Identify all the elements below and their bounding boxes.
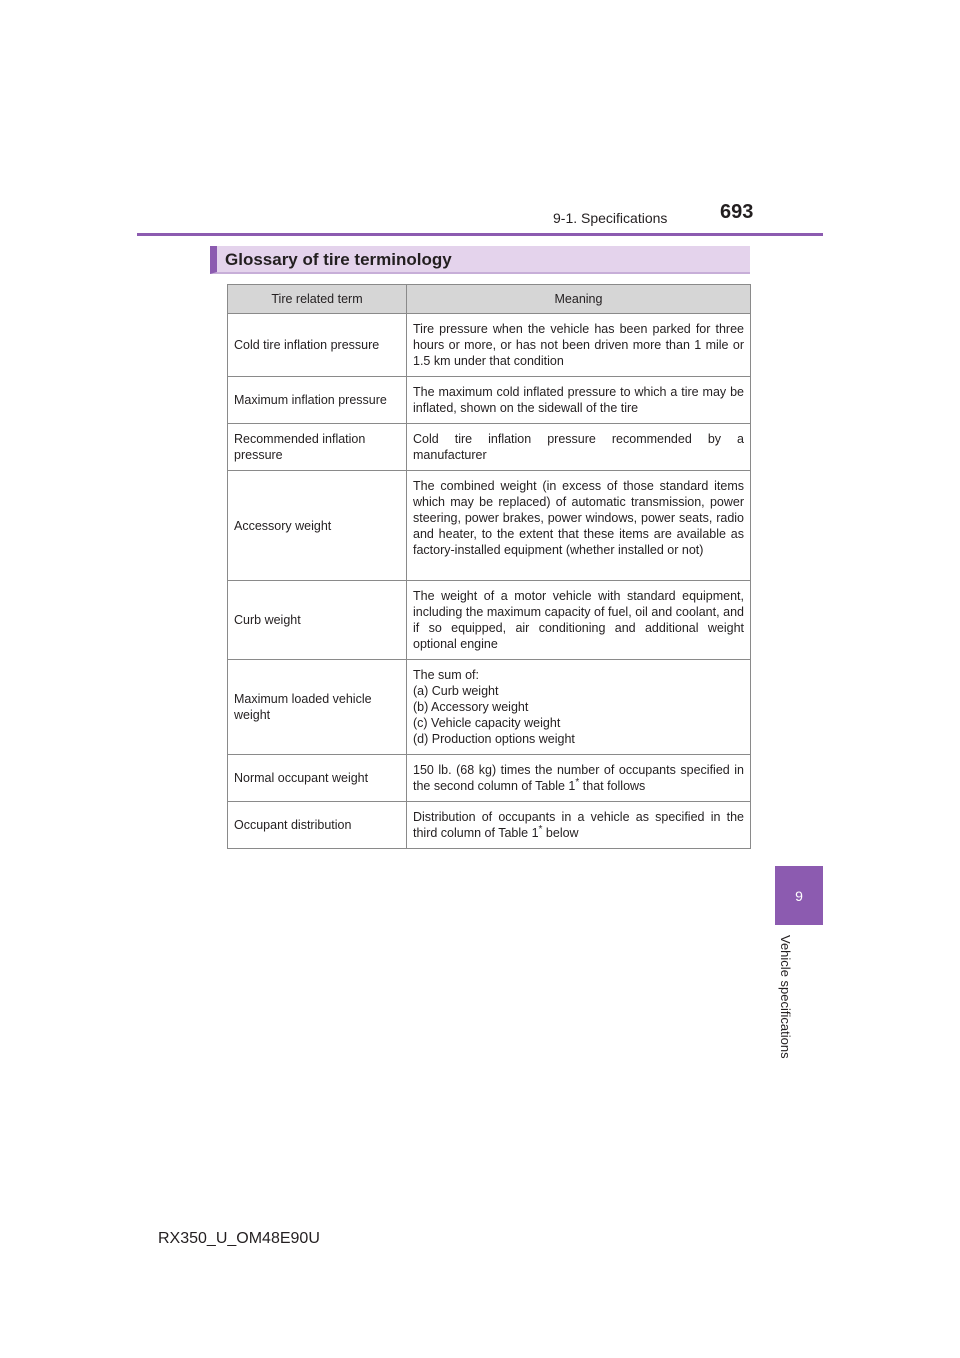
list-item: (b) Accessory weight: [413, 700, 529, 714]
manual-code: RX350_U_OM48E90U: [158, 1230, 320, 1247]
table-row: [228, 377, 751, 424]
chapter-tab[interactable]: [775, 866, 823, 925]
meaning-text-end: below: [542, 826, 579, 840]
table-row: [228, 660, 751, 755]
meaning-cell: Cold tire inflation pressure recommended by a manufacturer: [407, 424, 751, 471]
list-item: (c) Vehicle capacity weight: [413, 716, 561, 730]
table-row: [228, 755, 751, 802]
chapter-label: Vehicle specifications: [778, 935, 793, 1059]
page-number: 693: [720, 201, 754, 223]
table-row: [228, 471, 751, 581]
meaning-cell: [407, 802, 751, 849]
meaning-cell: [407, 755, 751, 802]
table-row: [228, 802, 751, 849]
term-cell: Occupant distribution: [228, 802, 407, 849]
table-row: [228, 581, 751, 660]
chapter-number: 9: [795, 887, 803, 904]
meaning-text-end: that follows: [579, 779, 646, 793]
meaning-intro: The sum of:: [413, 668, 479, 682]
list-item: (a) Curb weight: [413, 684, 499, 698]
table-row: [228, 424, 751, 471]
glossary-heading-text: Glossary of tire terminology: [225, 250, 452, 269]
section-title: 9-1. Specifications: [553, 210, 668, 226]
column-header-meaning: Meaning: [407, 285, 751, 314]
term-cell: Maximum loaded vehicle weight: [228, 660, 407, 755]
term-cell: Maximum inflation pressure: [228, 377, 407, 424]
meaning-cell: The combined weight (in excess of those standard items which may be replaced) of automatic transmission, power steering, power brakes, power windows, power seats, radio and heater, to the extent that these items are available as factory-installed equipment (whether installed or not): [407, 471, 751, 581]
meaning-cell: Tire pressure when the vehicle has been parked for three hours or more, or has not been driven more than 1 mile or 1.5 km under that condition: [407, 314, 751, 377]
header-divider: [137, 233, 823, 236]
term-cell: Cold tire inflation pressure: [228, 314, 407, 377]
term-cell: Normal occupant weight: [228, 755, 407, 802]
glossary-heading: [210, 246, 750, 274]
footnote-mark: *: [538, 823, 543, 835]
term-cell: Accessory weight: [228, 471, 407, 581]
footnote-mark: *: [575, 776, 580, 788]
meaning-text: Distribution of occupants in a vehicle as specified in the third column of Table 1: [413, 810, 744, 840]
list-item: (d) Production options weight: [413, 732, 575, 746]
term-cell: Curb weight: [228, 581, 407, 660]
meaning-cell: The maximum cold inflated pressure to which a tire may be inflated, shown on the sidewall of the tire: [407, 377, 751, 424]
table-row: [228, 314, 751, 377]
glossary-table: [227, 284, 751, 849]
term-cell: Recommended inflation pressure: [228, 424, 407, 471]
meaning-text: 150 lb. (68 kg) times the number of occupants specified in the second column of Table 1: [413, 763, 744, 793]
meaning-cell: [407, 660, 751, 755]
table-header-row: [228, 285, 751, 314]
column-header-term: Tire related term: [228, 285, 407, 314]
meaning-cell: The weight of a motor vehicle with standard equipment, including the maximum capacity of fuel, oil and coolant, and if so equipped, air conditioning and additional weight optional engine: [407, 581, 751, 660]
